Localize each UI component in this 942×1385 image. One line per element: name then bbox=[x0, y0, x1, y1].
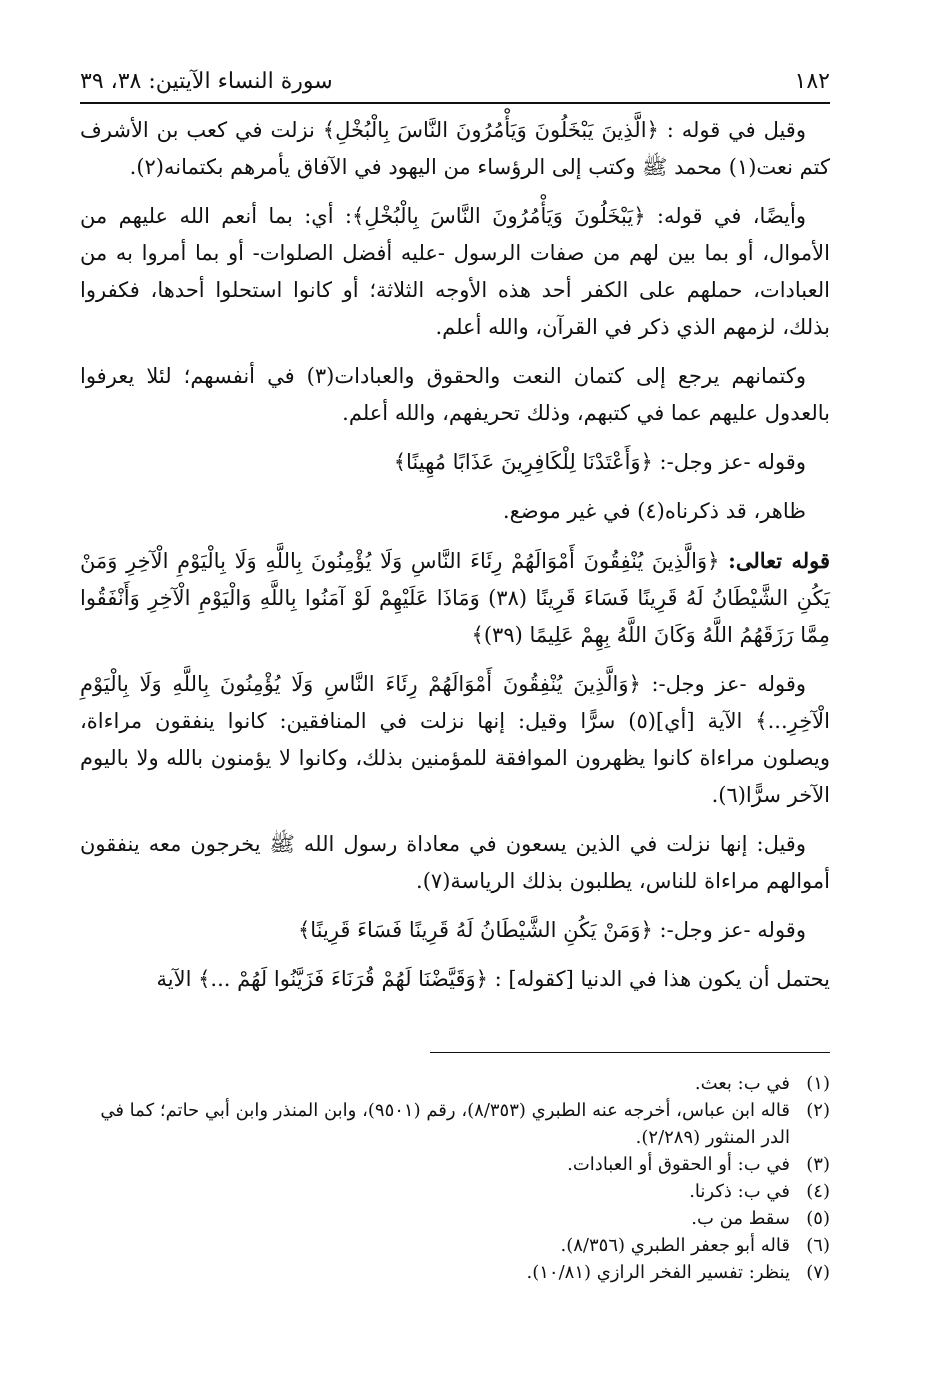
paragraph-text: ظاهر، قد ذكرناه(٤) في غير موضع. bbox=[502, 499, 806, 523]
paragraph-text: وقوله -عز وجل-: ﴿وَمَنْ يَكُنِ الشَّيْطَانُ لَهُ قَرِينًا فَسَاءَ قَرِينًا﴾ bbox=[297, 918, 806, 942]
paragraph-text: وقيل: إنها نزلت في الذين يسعون في معاداة رسول الله ﷺ يخرجون معه ينفقون أموالهم مراءاة للناس، يطلبون بذلك الرياسة(٧). bbox=[80, 832, 830, 893]
paragraph bbox=[80, 358, 830, 432]
verse-lead: قوله تعالى: bbox=[728, 548, 830, 573]
paragraph bbox=[80, 112, 830, 186]
paragraph bbox=[80, 493, 830, 530]
main-text bbox=[80, 112, 830, 1010]
paragraph-text: وأيضًا، في قوله: ﴿يَبْخَلُونَ وَيَأْمُرُونَ النَّاسَ بِالْبُخْلِ﴾: أي: بما أنعم الله عليهم من الأموال، أو بما بين لهم من صفات الرسول -عليه أفضل الصلوات- أو بما أمروا به من العبادات، حملهم على الكفر أحد هذه الأوجه الثلاثة؛ أو كانوا استحلوا أحدها، فكفروا بذلك، لزمهم الذي ذكر في القرآن، والله أعلم. bbox=[80, 204, 830, 339]
paragraph bbox=[80, 961, 830, 998]
page-header bbox=[80, 56, 830, 104]
paragraph bbox=[80, 444, 830, 481]
paragraph bbox=[80, 198, 830, 346]
page-number: ١٨٢ bbox=[794, 69, 830, 94]
footnote: (٢) قاله ابن عباس، أخرجه عنه الطبري (٨/٣٥٣)، رقم (٩٥٠١)، وابن المنذر وابن أبي حاتم؛ كما في الدر المنثور (٢/٢٨٩). bbox=[100, 1100, 830, 1148]
footnote: (١) في ب: بعث. bbox=[694, 1073, 830, 1094]
verse-paragraph bbox=[80, 542, 830, 654]
running-title: سورة النساء الآيتين: ٣٨، ٣٩ bbox=[80, 69, 333, 94]
paragraph bbox=[80, 912, 830, 949]
footnote: (٧) ينظر: تفسير الفخر الرازي (١٠/٨١). bbox=[526, 1262, 830, 1283]
footnote: (٤) في ب: ذكرنا. bbox=[689, 1181, 830, 1202]
footnote: (٥) سقط من ب. bbox=[691, 1208, 830, 1229]
paragraph-text: وقوله -عز وجل-: ﴿وَالَّذِينَ يُنْفِقُونَ أَمْوَالَهُمْ رِئَاءَ النَّاسِ وَلَا يُؤْمِنُونَ بِاللَّهِ وَلَا بِالْيَوْمِ الْآخِرِ...﴾ الآية [أي](٥) سرًّا وقيل: إنها نزلت في المنافقين: كانوا ينفقون مراءاة، ويصلون مراءاة كانوا يظهرون الموافقة للمؤمنين بذلك، وكانوا لا يؤمنون بالله ولا باليوم الآخر سرًّا(٦). bbox=[80, 672, 830, 807]
paragraph bbox=[80, 826, 830, 900]
paragraph-text: وكتمانهم يرجع إلى كتمان النعت والحقوق والعبادات(٣) في أنفسهم؛ لئلا يعرفوا بالعدول عليهم عما في كتبهم، وذلك تحريفهم، والله أعلم. bbox=[80, 364, 830, 425]
footnote-separator bbox=[430, 1052, 830, 1053]
paragraph bbox=[80, 666, 830, 814]
footnote: (٣) في ب: أو الحقوق أو العبادات. bbox=[567, 1154, 830, 1175]
footnotes bbox=[80, 1070, 830, 1286]
paragraph-text: وقوله -عز وجل-: ﴿وَأَعْتَدْنَا لِلْكَافِرِينَ عَذَابًا مُهِينًا﴾ bbox=[393, 450, 806, 474]
paragraph-text: يحتمل أن يكون هذا في الدنيا [كقوله] : ﴿وَقَيَّضْنَا لَهُمْ قُرَنَاءَ فَزَيَّنُوا لَهُمْ ...﴾ الآية bbox=[156, 967, 830, 991]
verse-text: ﴿وَالَّذِينَ يُنْفِقُونَ أَمْوَالَهُمْ رِئَاءَ النَّاسِ وَلَا يُؤْمِنُونَ بِاللَّهِ وَلَا بِالْيَوْمِ الْآخِرِ وَمَنْ يَكُنِ الشَّيْطَانُ لَهُ قَرِينًا فَسَاءَ قَرِينًا (٣٨) وَمَاذَا عَلَيْهِمْ لَوْ آمَنُوا بِاللَّهِ وَالْيَوْمِ الْآخِرِ وَأَنْفَقُوا مِمَّا رَزَقَهُمُ اللَّهُ وَكَانَ اللَّهُ بِهِمْ عَلِيمًا (٣٩)﴾ bbox=[80, 549, 831, 647]
footnote: (٦) قاله أبو جعفر الطبري (٨/٣٥٦). bbox=[560, 1235, 830, 1256]
paragraph-text: وقيل في قوله : ﴿الَّذِينَ يَبْخَلُونَ وَيَأْمُرُونَ النَّاسَ بِالْبُخْلِ﴾ نزلت في كعب بن الأشرف كتم نعت(١) محمد ﷺ وكتب إلى الرؤساء من اليهود في الآفاق يأمرهم بكتمانه(٢). bbox=[80, 118, 830, 179]
